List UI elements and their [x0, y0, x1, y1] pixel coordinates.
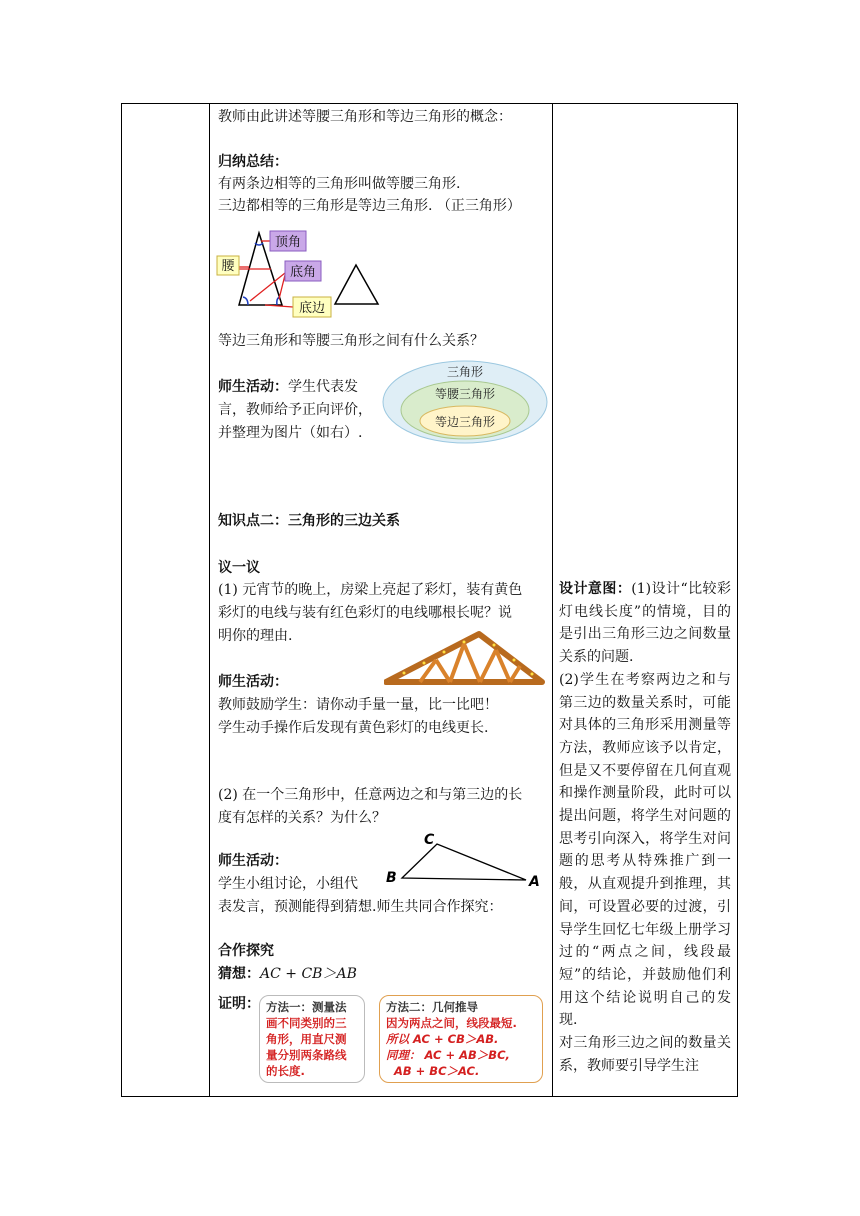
method-1-title: 方法一：测量法: [266, 1000, 347, 1014]
method-2-line-4: AB + BC＞AC.: [394, 1064, 480, 1078]
discuss-heading: 议一议: [218, 560, 260, 576]
method-1-box: [259, 995, 365, 1083]
activity-1-line-1: 师生活动：学生代表发: [218, 379, 358, 395]
vertex-b-label: B: [386, 870, 397, 886]
cooperative-heading: 合作探究: [218, 943, 274, 959]
method-2-line-3: 同理： AC + AB＞BC,: [386, 1048, 510, 1062]
activity-2-line-2: 学生动手操作后发现有黄色彩灯的电线更长.: [218, 720, 489, 736]
activity-2-label: 师生活动：: [218, 674, 288, 690]
vertex-c-label: C: [424, 832, 435, 848]
activity-3-line-1: 学生小组讨论，小组代: [218, 876, 358, 892]
method-2-title: 方法二：几何推导: [386, 1000, 478, 1014]
summary-heading: 归纳总结：: [218, 154, 288, 170]
question-2-line-1: (2) 在一个三角形中，任意两边之和与第三边的长: [218, 787, 523, 803]
design-label: 设计意图：: [559, 581, 632, 597]
triangle-abc-diagram: [380, 828, 550, 892]
method-2-line-1: 因为两点之间，线段最短.: [386, 1016, 517, 1030]
equilateral-definition: 三边都相等的三角形是等边三角形. （正三角形）: [218, 198, 521, 214]
method-1-line-3: 量分别两条路线: [266, 1048, 347, 1062]
venn-middle-label: 等腰三角形: [434, 387, 496, 401]
question-1-line-1: (1) 元宵节的晚上，房梁上亮起了彩灯，装有黄色: [218, 582, 523, 598]
venn-inner-label: 等边三角形: [434, 415, 496, 429]
activity-1-line-2: 言，教师给予正向评价，: [218, 402, 372, 418]
column-divider: [209, 104, 210, 1096]
proof-label: 证明：: [218, 996, 260, 1012]
apex-angle-label: 顶角: [274, 235, 302, 250]
activity-2-line-1: 教师鼓励学生：请你动手量一量，比一比吧！: [218, 697, 498, 713]
design-text-2: (2)学生在考察两边之和与第三边的数量关系时，可能对具体的三角形采用测量等方法，教师应该予以肯定，但是又不要停留在几何直观和操作测量阶段，此时可以提出问题，将学生对问题的思考引向深入，将学生对问题的思考从特殊推广到一般，从直观提升到推理，其间，可设置必要的过渡，引导学生回忆七年级上册学习过的“两点之间，线段最短”的结论，并鼓励他们利用这个结论说明自己的发现.: [559, 671, 731, 1029]
column-divider: [552, 104, 553, 1096]
venn-outer-label: 三角形: [446, 365, 484, 379]
knowledge-2-heading: 知识点二：三角形的三边关系: [218, 513, 400, 529]
equilateral-triangle: [335, 265, 378, 304]
relation-question: 等边三角形和等腰三角形之间有什么关系？: [218, 333, 484, 349]
guess-line: 猜想：AC + CB＞AB: [218, 966, 357, 982]
leg-label: 腰: [221, 259, 235, 274]
isosceles-triangle-diagram: [215, 225, 390, 320]
method-2-box: [379, 995, 543, 1083]
activity-3-line-2: 表发言，预测能得到猜想.师生共同合作探究：: [218, 899, 503, 915]
triangle-venn-diagram: [380, 358, 550, 446]
method-2-line-2: 所以 AC + CB＞AB.: [386, 1032, 499, 1046]
intro-text: 教师由此讲述等腰三角形和等边三角形的概念：: [218, 109, 512, 125]
vertex-a-label: A: [529, 874, 540, 890]
question-1-line-3: 明你的理由.: [218, 628, 293, 644]
method-1-line-1: 画不同类别的三: [266, 1016, 347, 1030]
design-intent: [559, 578, 731, 1077]
base-label: 底边: [298, 301, 326, 316]
activity-3-label: 师生活动：: [218, 853, 288, 869]
question-2-line-2: 度有怎样的关系？为什么？: [218, 810, 386, 826]
base-angle-label: 底角: [289, 265, 317, 280]
design-text-1: (1)设计“比较彩灯电线长度”的情境，目的是引出三角形三边之间数量关系的问题.: [559, 581, 731, 666]
design-text-3: 对三角形三边之间的数量关系，教师要引导学生注: [559, 1035, 731, 1074]
method-1-line-2: 角形，用直尺测: [266, 1032, 347, 1046]
activity-1-line-3: 并整理为图片（如右）.: [218, 425, 363, 441]
roof-truss-image: [384, 630, 546, 686]
question-1-line-2: 彩灯的电线与装有红色彩灯的电线哪根长呢？说: [218, 605, 512, 621]
method-1-line-4: 的长度.: [266, 1064, 305, 1078]
isosceles-definition: 有两条边相等的三角形叫做等腰三角形.: [218, 176, 461, 192]
